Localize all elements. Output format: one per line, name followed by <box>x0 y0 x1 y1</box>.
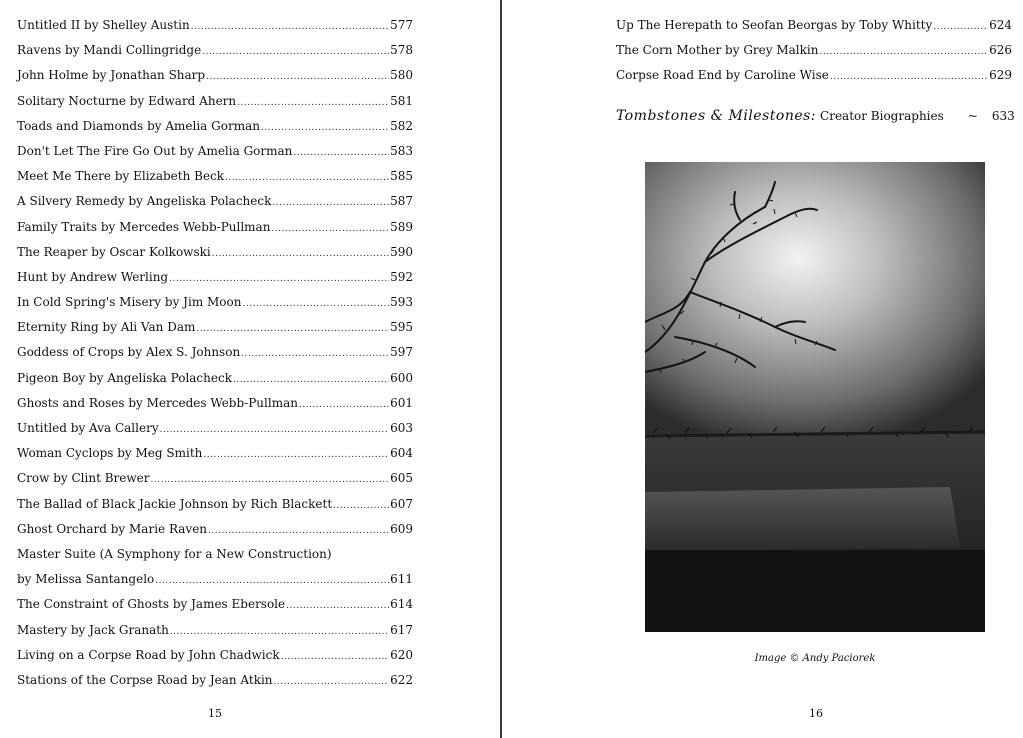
toc-entry <box>17 63 413 88</box>
toc-entry <box>17 391 413 416</box>
toc-entry-title: Untitled II by Shelley Austin <box>17 18 190 32</box>
dot-leader <box>261 116 389 141</box>
section-separator: ~ <box>967 109 978 123</box>
toc-list-right <box>616 13 1012 89</box>
dot-leader <box>160 418 390 443</box>
toc-entry <box>17 668 413 693</box>
dot-leader <box>933 15 988 40</box>
toc-list-left <box>17 13 413 693</box>
toc-entry-page: 604 <box>390 446 413 461</box>
toc-entry-title: Woman Cyclops by Meg Smith <box>17 446 203 461</box>
toc-entry-title: Up The Herepath to Seofan Beorgas by Toby Whitty <box>616 18 933 32</box>
dot-leader <box>170 620 389 645</box>
dot-leader <box>191 15 389 40</box>
toc-entry <box>17 89 413 114</box>
toc-entry-page: 595 <box>390 320 413 335</box>
toc-entry-page: 620 <box>390 647 413 662</box>
toc-entry-page: 582 <box>390 118 413 133</box>
toc-entry-title: Don't Let The Fire Go Out by Amelia Gorman <box>17 143 293 158</box>
dot-leader <box>203 443 389 468</box>
dot-leader <box>206 65 389 90</box>
toc-entry-page: 609 <box>390 521 413 536</box>
toc-entry-title: The Reaper by Oscar Kolkowski <box>17 244 211 259</box>
toc-entry-page: 593 <box>390 295 413 310</box>
toc-entry-title: Ravens by Mandi Collingridge <box>17 43 202 58</box>
toc-entry-title: Solitary Nocturne by Edward Ahern <box>17 93 237 108</box>
toc-entry-title: Mastery by Jack Granath <box>17 622 169 637</box>
dot-leader <box>271 217 389 242</box>
toc-entry-title: Living on a Corpse Road by John Chadwick <box>17 647 280 662</box>
toc-entry-title: Crow by Clint Brewer <box>17 471 150 486</box>
dot-leader <box>242 292 389 317</box>
dot-leader <box>281 645 389 670</box>
toc-entry-title: The Corn Mother by Grey Malkin <box>616 43 819 58</box>
toc-entry <box>17 567 413 592</box>
toc-entry-title: A Silvery Remedy by Angeliska Polacheck <box>17 194 272 209</box>
dot-leader <box>819 40 988 65</box>
dot-leader <box>202 40 389 65</box>
dot-leader <box>333 494 389 519</box>
toc-entry <box>17 315 413 340</box>
dot-leader <box>286 594 389 619</box>
toc-entry <box>17 13 413 38</box>
toc-entry-page: 624 <box>989 18 1012 32</box>
toc-entry-title: Ghosts and Roses by Mercedes Webb-Pullman <box>17 395 298 410</box>
dot-leader <box>299 393 389 418</box>
toc-entry-page: 592 <box>390 269 413 284</box>
section-page-number: 633 <box>991 109 1015 123</box>
toc-entry-title: Goddess of Crops by Alex S. Johnson <box>17 345 241 360</box>
toc-entry <box>17 366 413 391</box>
branch-photograph <box>645 162 985 632</box>
toc-entry-page: 617 <box>390 622 413 637</box>
toc-entry-page: 589 <box>390 219 413 234</box>
toc-entry <box>17 139 413 164</box>
toc-entry <box>17 618 413 643</box>
toc-entry-title: Master Suite (A Symphony for a New Construction) <box>17 546 332 561</box>
toc-entry-page: 583 <box>390 143 413 158</box>
section-script-title: Tombstones & Milestones: <box>616 108 817 124</box>
toc-entry <box>17 441 413 466</box>
toc-entry-page: 607 <box>390 496 413 511</box>
toc-entry-page: 614 <box>390 597 413 612</box>
toc-entry <box>17 340 413 365</box>
book-gutter-divider <box>500 0 502 738</box>
toc-entry <box>616 38 1012 63</box>
toc-entry-page: 611 <box>390 572 413 587</box>
toc-entry-page: 626 <box>989 43 1012 58</box>
dot-leader <box>274 670 390 695</box>
toc-entry-page: 585 <box>390 169 413 184</box>
toc-entry <box>17 215 413 240</box>
dot-leader <box>272 191 389 216</box>
toc-entry-page: 578 <box>390 43 413 58</box>
toc-entry <box>17 466 413 491</box>
toc-entry-title: Family Traits by Mercedes Webb-Pullman <box>17 219 271 234</box>
toc-entry <box>17 492 413 517</box>
toc-entry-page: 603 <box>390 421 413 435</box>
dot-leader <box>225 166 389 191</box>
toc-entry <box>616 13 1012 38</box>
dot-leader <box>241 342 389 367</box>
page-number-right: 16 <box>809 707 823 720</box>
dot-leader <box>237 91 389 116</box>
dot-leader <box>212 242 389 267</box>
toc-entry-page: 581 <box>390 93 413 108</box>
toc-entry-title: The Ballad of Black Jackie Johnson by Rich Blackett <box>17 496 333 511</box>
toc-entry-page: 629 <box>989 68 1012 83</box>
dot-leader <box>196 317 389 342</box>
dot-leader <box>208 519 389 544</box>
toc-entry <box>17 643 413 668</box>
toc-entry <box>17 38 413 63</box>
toc-entry-title: Stations of the Corpse Road by Jean Atkin <box>17 672 273 687</box>
toc-entry-page: 605 <box>390 471 413 486</box>
toc-entry <box>17 265 413 290</box>
toc-entry <box>17 189 413 214</box>
toc-entry-title: Hunt by Andrew Werling <box>17 269 169 284</box>
toc-entry-page: 577 <box>390 18 413 32</box>
toc-entry-page: 590 <box>390 244 413 259</box>
toc-entry-title: Meet Me There by Elizabeth Beck <box>17 169 225 184</box>
dot-leader <box>830 65 988 90</box>
toc-entry <box>17 416 413 441</box>
toc-entry <box>17 114 413 139</box>
dot-leader <box>293 141 389 166</box>
toc-entry <box>17 542 413 567</box>
toc-entry-title: Corpse Road End by Caroline Wise <box>616 68 829 83</box>
right-page <box>503 0 1023 738</box>
toc-entry-title: In Cold Spring's Misery by Jim Moon <box>17 295 242 310</box>
dot-leader <box>151 468 390 493</box>
toc-entry-title: Eternity Ring by Ali Van Dam <box>17 320 196 335</box>
toc-entry-title: The Constraint of Ghosts by James Ebersole <box>17 597 286 612</box>
dot-leader <box>155 569 389 594</box>
section-heading <box>616 108 1016 130</box>
toc-entry-title: Pigeon Boy by Angeliska Polacheck <box>17 370 232 385</box>
toc-entry-title: Untitled by Ava Callery <box>17 421 159 435</box>
dot-leader <box>233 368 389 393</box>
toc-entry-page: 622 <box>390 672 413 687</box>
dot-leader <box>169 267 389 292</box>
toc-entry-page: 587 <box>390 194 413 209</box>
toc-entry <box>17 240 413 265</box>
left-page <box>0 0 500 738</box>
toc-entry-title: Toads and Diamonds by Amelia Gorman <box>17 118 260 133</box>
toc-entry-title: John Holme by Jonathan Sharp <box>17 68 206 83</box>
toc-entry-page: 600 <box>390 370 413 385</box>
toc-entry-page: 597 <box>390 345 413 360</box>
toc-entry <box>17 592 413 617</box>
toc-entry-page: 601 <box>390 395 413 410</box>
toc-entry <box>17 164 413 189</box>
toc-entry-title: Ghost Orchard by Marie Raven <box>17 521 208 536</box>
toc-entry-title: by Melissa Santangelo <box>17 572 155 587</box>
section-subtitle: Creator Biographies <box>820 109 944 123</box>
toc-entry <box>616 63 1012 88</box>
page-number-left: 15 <box>208 707 222 720</box>
toc-entry-page: 580 <box>390 68 413 83</box>
toc-entry <box>17 290 413 315</box>
toc-entry <box>17 517 413 542</box>
image-caption: Image © Andy Paciorek <box>754 653 876 664</box>
